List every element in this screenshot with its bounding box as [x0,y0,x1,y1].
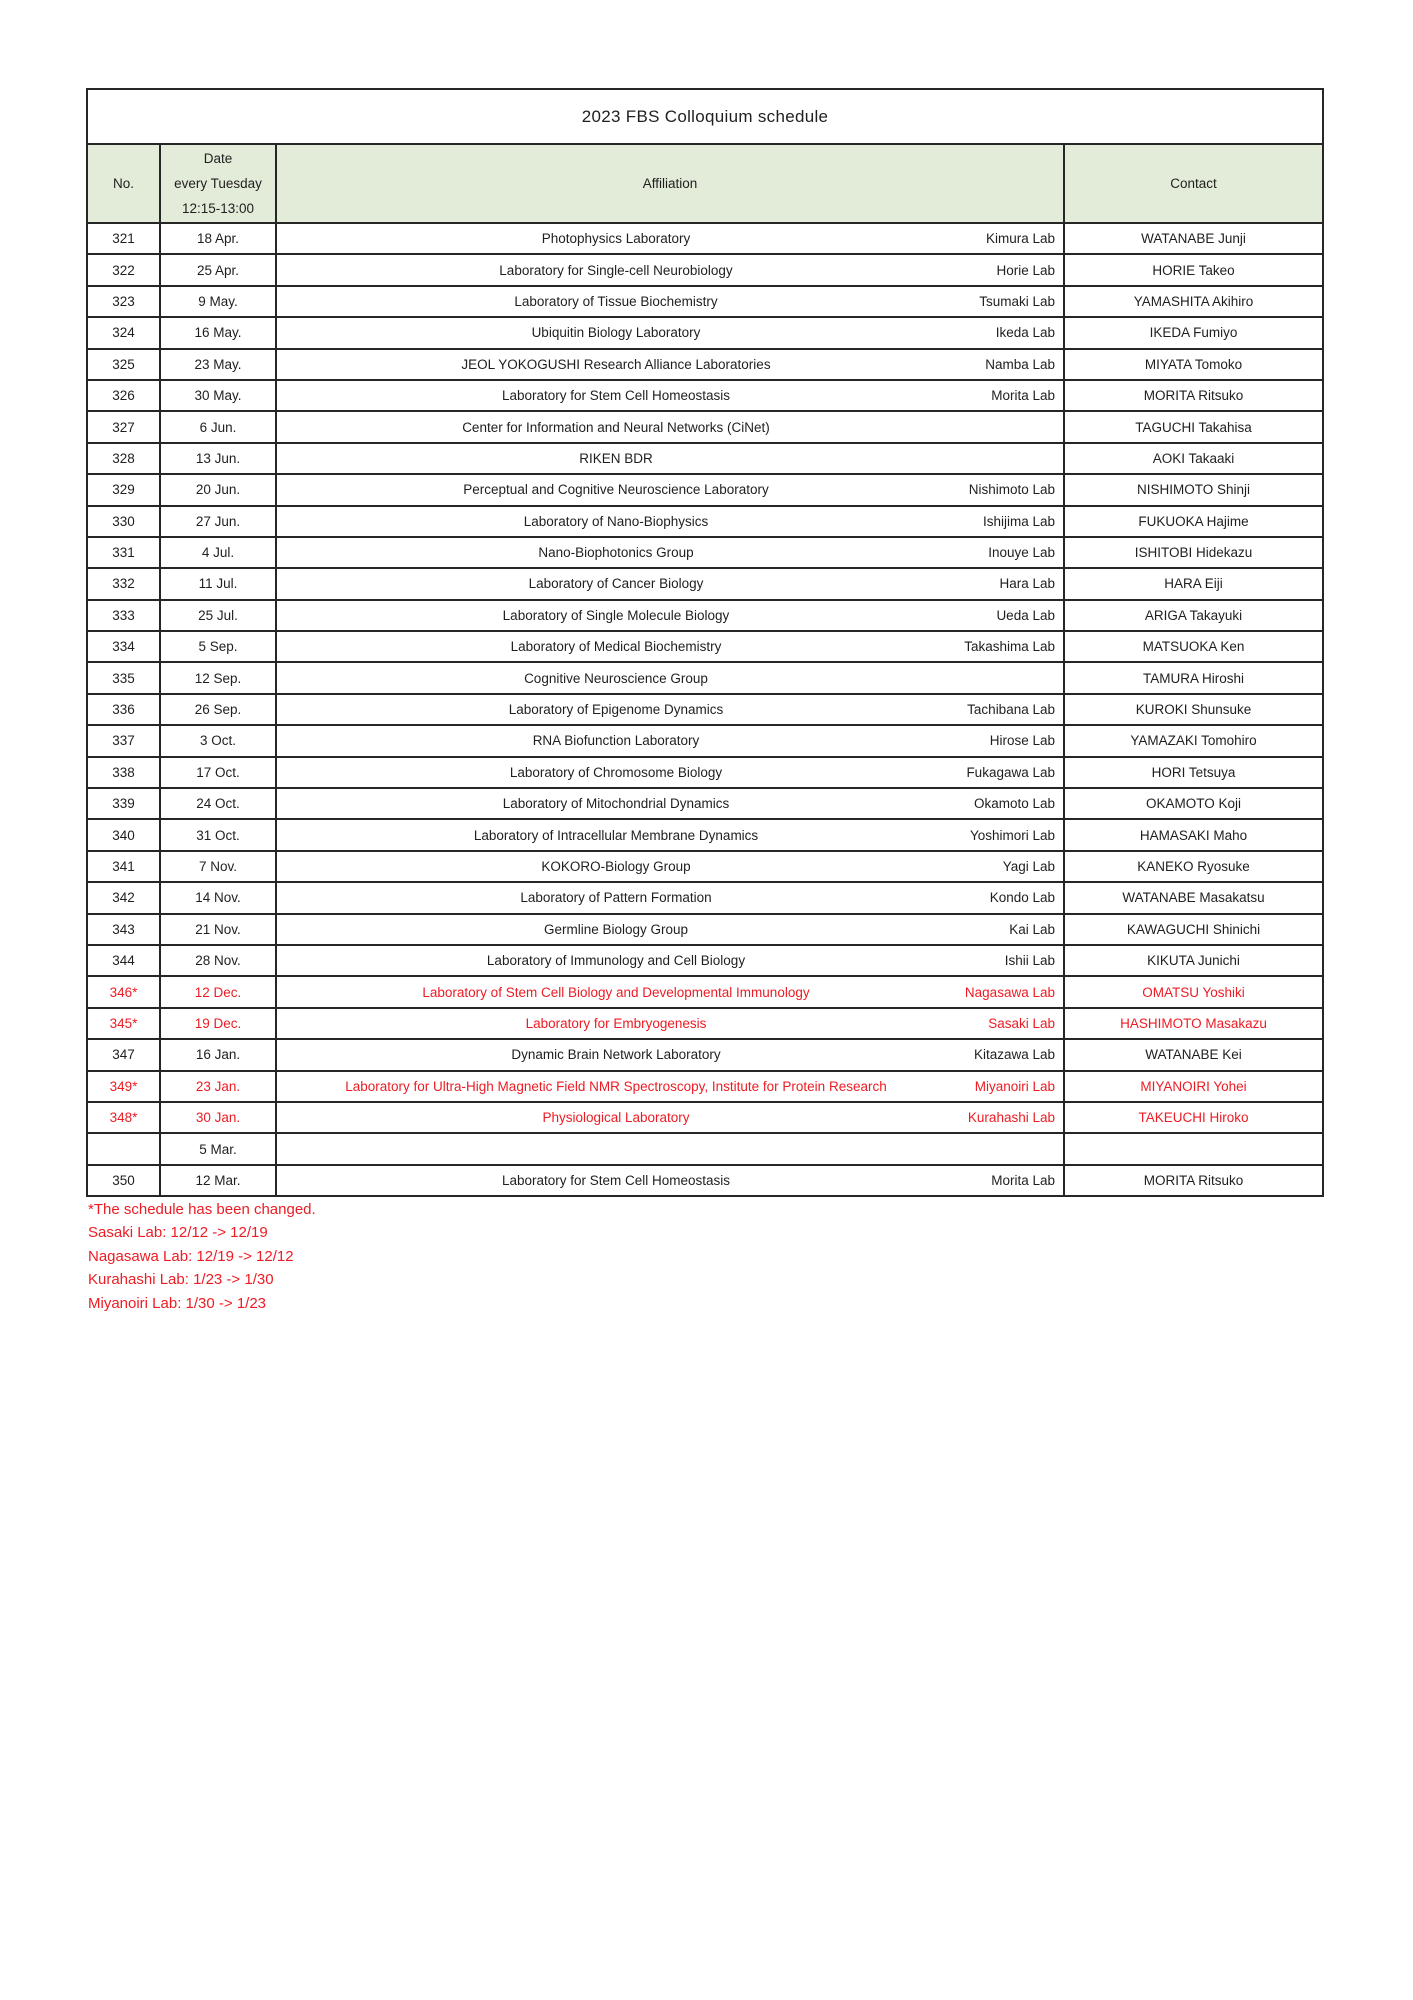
contact-cell: KUROKI Shunsuke [1064,694,1323,725]
footnote-line: *The schedule has been changed. [88,1201,316,1218]
affiliation-name: Laboratory for Single-cell Neurobiology [499,262,733,278]
affiliation-cell [276,537,1064,568]
no-cell: 327 [87,411,160,442]
no-cell [87,1133,160,1164]
affiliation-cell-content [285,828,1055,843]
affiliation-cell-content [285,420,1055,435]
affiliation-cell [276,1008,1064,1039]
lab-name: Ikeda Lab [995,325,1055,341]
no-cell: 336 [87,694,160,725]
table-row [87,286,1323,317]
lab-name: Kimura Lab [985,231,1055,247]
no-cell: 348* [87,1102,160,1133]
table-row [87,1102,1323,1133]
affiliation-name: Ubiquitin Biology Laboratory [531,325,701,341]
affiliation-cell [276,600,1064,631]
no-cell: 321 [87,223,160,254]
table-row [87,1133,1323,1164]
affiliation-name: Photophysics Laboratory [541,231,691,247]
date-cell: 23 Jan. [160,1071,276,1102]
table-row [87,474,1323,505]
no-cell: 324 [87,317,160,348]
contact-cell: IKEDA Fumiyo [1064,317,1323,348]
affiliation-cell-content [285,1173,1055,1188]
date-cell: 25 Jul. [160,600,276,631]
contact-cell: TAGUCHI Takahisa [1064,411,1323,442]
table-row [87,506,1323,537]
affiliation-cell [276,757,1064,788]
affiliation-cell-content [285,1079,1055,1094]
affiliation-cell-content [285,953,1055,968]
table-row [87,254,1323,285]
contact-cell: YAMASHITA Akihiro [1064,286,1323,317]
colloquium-schedule-table [86,88,1324,1197]
no-cell: 335 [87,662,160,693]
lab-name: Kai Lab [1009,921,1055,937]
table-row [87,788,1323,819]
affiliation-cell [276,631,1064,662]
affiliation-cell-content [285,671,1055,686]
affiliation-cell-content [285,1016,1055,1031]
contact-cell: MORITA Ritsuko [1064,1165,1323,1196]
date-cell: 5 Sep. [160,631,276,662]
affiliation-cell [276,1102,1064,1133]
date-cell: 5 Mar. [160,1133,276,1164]
lab-name: Namba Lab [985,356,1055,372]
page-title: 2023 FBS Colloquium schedule [87,89,1323,144]
footnote-line: Sasaki Lab: 12/12 -> 12/19 [88,1224,268,1242]
no-cell: 346* [87,976,160,1007]
table-row [87,757,1323,788]
lab-name: Ueda Lab [996,607,1055,623]
table-row [87,1165,1323,1196]
lab-name: Hirose Lab [989,733,1055,749]
footnote-line: Nagasawa Lab: 12/19 -> 12/12 [88,1247,294,1265]
affiliation-cell [276,1165,1064,1196]
header-row [87,144,1323,223]
affiliation-cell [276,788,1064,819]
affiliation-name: Laboratory for Ultra-High Magnetic Field NMR Spectroscopy, Institute for Protein Research [345,1078,887,1094]
affiliation-cell-content [285,357,1055,372]
contact-cell: MORITA Ritsuko [1064,380,1323,411]
table-row [87,568,1323,599]
affiliation-cell-content [285,263,1055,278]
affiliation-cell-content [285,514,1055,529]
affiliation-cell [276,694,1064,725]
affiliation-cell-content [285,765,1055,780]
date-cell: 14 Nov. [160,882,276,913]
affiliation-cell-content [285,482,1055,497]
col-header-date-line1: Date [203,151,233,166]
affiliation-cell-content [285,231,1055,246]
date-cell: 31 Oct. [160,819,276,850]
no-cell: 349* [87,1071,160,1102]
date-cell: 30 Jan. [160,1102,276,1133]
footnote-line: Miyanoiri Lab: 1/30 -> 1/23 [88,1294,267,1312]
title-row [87,89,1323,144]
date-cell: 7 Nov. [160,851,276,882]
affiliation-cell [276,851,1064,882]
affiliation-cell [276,506,1064,537]
lab-name: Miyanoiri Lab [974,1078,1055,1094]
contact-cell: HARA Eiji [1064,568,1323,599]
affiliation-name: Laboratory of Mitochondrial Dynamics [502,796,730,812]
affiliation-cell [276,380,1064,411]
affiliation-name: Laboratory of Epigenome Dynamics [508,702,724,718]
table-row [87,537,1323,568]
contact-cell: HORI Tetsuya [1064,757,1323,788]
no-cell: 328 [87,443,160,474]
no-cell: 337 [87,725,160,756]
contact-cell: OMATSU Yoshiki [1064,976,1323,1007]
no-cell: 345* [87,1008,160,1039]
date-cell: 21 Nov. [160,914,276,945]
affiliation-cell [276,976,1064,1007]
contact-cell: KIKUTA Junichi [1064,945,1323,976]
affiliation-name: Perceptual and Cognitive Neuroscience Laboratory [463,482,769,498]
affiliation-cell [276,662,1064,693]
date-cell: 11 Jul. [160,568,276,599]
contact-cell: WATANABE Junji [1064,223,1323,254]
affiliation-cell-content [285,922,1055,937]
affiliation-cell-content [285,576,1055,591]
lab-name: Ishii Lab [1004,953,1055,969]
no-cell: 333 [87,600,160,631]
affiliation-name: Laboratory of Medical Biochemistry [510,639,722,655]
affiliation-cell [276,725,1064,756]
affiliation-cell-content [285,388,1055,403]
affiliation-name: KOKORO-Biology Group [541,859,691,874]
table-row [87,380,1323,411]
affiliation-cell [276,1039,1064,1070]
affiliation-cell-content [285,702,1055,717]
affiliation-name: Laboratory of Tissue Biochemistry [514,293,718,309]
no-cell: 322 [87,254,160,285]
lab-name: Ishijima Lab [982,513,1055,529]
date-cell: 23 May. [160,349,276,380]
contact-cell: TAKEUCHI Hiroko [1064,1102,1323,1133]
lab-name: Tsumaki Lab [979,293,1055,309]
table-head [87,89,1323,223]
affiliation-cell [276,254,1064,285]
lab-name: Yagi Lab [1002,859,1055,874]
no-cell: 343 [87,914,160,945]
lab-name: Horie Lab [996,262,1055,278]
date-cell: 28 Nov. [160,945,276,976]
affiliation-cell [276,945,1064,976]
table-row [87,1008,1323,1039]
no-cell: 326 [87,380,160,411]
footnote-line: Kurahashi Lab: 1/23 -> 1/30 [88,1271,274,1289]
affiliation-name: RIKEN BDR [579,450,653,466]
no-cell: 323 [87,286,160,317]
footnotes [88,1198,316,1315]
contact-cell: MATSUOKA Ken [1064,631,1323,662]
lab-name: Kondo Lab [989,890,1055,906]
date-cell: 13 Jun. [160,443,276,474]
no-cell: 341 [87,851,160,882]
table-row [87,819,1323,850]
date-cell: 4 Jul. [160,537,276,568]
contact-cell: WATANABE Kei [1064,1039,1323,1070]
affiliation-cell [276,349,1064,380]
table-row [87,631,1323,662]
contact-cell [1064,1133,1323,1164]
affiliation-cell [276,568,1064,599]
table-row [87,411,1323,442]
contact-cell: OKAMOTO Koji [1064,788,1323,819]
affiliation-name: Physiological Laboratory [542,1110,690,1126]
lab-name: Sasaki Lab [988,1015,1055,1031]
affiliation-cell-content [285,1047,1055,1062]
lab-name: Kitazawa Lab [973,1047,1055,1063]
affiliation-cell-content [285,985,1055,1000]
affiliation-name: RNA Biofunction Laboratory [532,733,700,749]
affiliation-cell [276,223,1064,254]
date-cell: 3 Oct. [160,725,276,756]
contact-cell: ARIGA Takayuki [1064,600,1323,631]
table-row [87,914,1323,945]
lab-name: Kurahashi Lab [967,1110,1055,1126]
affiliation-name: JEOL YOKOGUSHI Research Alliance Laboratories [461,356,771,372]
col-header-contact: Contact [1064,144,1323,223]
affiliation-cell [276,914,1064,945]
col-header-no: No. [87,144,160,223]
affiliation-name: Laboratory of Stem Cell Biology and Developmental Immunology [422,984,810,1000]
date-cell: 17 Oct. [160,757,276,788]
date-cell: 26 Sep. [160,694,276,725]
lab-name: Fukagawa Lab [966,764,1055,780]
date-cell: 25 Apr. [160,254,276,285]
date-cell: 18 Apr. [160,223,276,254]
affiliation-name: Laboratory of Nano-Biophysics [523,513,709,529]
contact-cell: KAWAGUCHI Shinichi [1064,914,1323,945]
contact-cell: KANEKO Ryosuke [1064,851,1323,882]
table-row [87,1039,1323,1070]
affiliation-name: Cognitive Neuroscience Group [524,670,708,686]
date-cell: 6 Jun. [160,411,276,442]
no-cell: 330 [87,506,160,537]
affiliation-cell [276,317,1064,348]
affiliation-cell [276,286,1064,317]
affiliation-name: Dynamic Brain Network Laboratory [511,1047,721,1063]
affiliation-cell-content [285,608,1055,623]
no-cell: 329 [87,474,160,505]
affiliation-name: Laboratory of Cancer Biology [528,576,704,592]
col-header-date-line3: 12:15-13:00 [181,201,255,216]
table-row [87,851,1323,882]
contact-cell: FUKUOKA Hajime [1064,506,1323,537]
lab-name: Takashima Lab [964,639,1055,655]
contact-cell: TAMURA Hiroshi [1064,662,1323,693]
col-header-date-line2: every Tuesday [174,176,262,191]
table-row [87,945,1323,976]
lab-name: Inouye Lab [988,545,1055,561]
contact-cell: MIYATA Tomoko [1064,349,1323,380]
lab-name: Nagasawa Lab [964,984,1055,1000]
table-row [87,662,1323,693]
affiliation-cell-content [285,859,1055,874]
affiliation-cell-content [285,796,1055,811]
no-cell: 347 [87,1039,160,1070]
affiliation-cell-content [285,890,1055,905]
no-cell: 350 [87,1165,160,1196]
affiliation-name: Laboratory of Chromosome Biology [509,764,723,780]
date-cell: 12 Dec. [160,976,276,1007]
table-row [87,1071,1323,1102]
contact-cell: HAMASAKI Maho [1064,819,1323,850]
no-cell: 339 [87,788,160,819]
col-header-date [160,144,276,223]
affiliation-name: Laboratory for Stem Cell Homeostasis [501,1172,731,1188]
affiliation-cell-content [285,639,1055,654]
lab-name: Nishimoto Lab [968,482,1055,498]
date-cell: 20 Jun. [160,474,276,505]
schedule-body [87,223,1323,1196]
affiliation-name: Laboratory of Immunology and Cell Biology [486,953,746,969]
contact-cell: ISHITOBI Hidekazu [1064,537,1323,568]
affiliation-cell [276,474,1064,505]
affiliation-cell [276,1071,1064,1102]
date-cell: 12 Sep. [160,662,276,693]
no-cell: 342 [87,882,160,913]
affiliation-cell-content [285,294,1055,309]
date-cell: 12 Mar. [160,1165,276,1196]
table-row [87,443,1323,474]
no-cell: 340 [87,819,160,850]
no-cell: 331 [87,537,160,568]
affiliation-cell-content [285,325,1055,340]
affiliation-name: Laboratory for Stem Cell Homeostasis [501,388,731,404]
date-cell: 19 Dec. [160,1008,276,1039]
table-row [87,223,1323,254]
contact-cell: MIYANOIRI Yohei [1064,1071,1323,1102]
affiliation-cell [276,1133,1064,1164]
affiliation-name: Laboratory for Embryogenesis [525,1015,707,1031]
affiliation-name: Germline Biology Group [543,921,689,937]
contact-cell: HASHIMOTO Masakazu [1064,1008,1323,1039]
affiliation-cell [276,443,1064,474]
affiliation-name: Laboratory of Intracellular Membrane Dynamics [473,827,759,843]
affiliation-name: Laboratory of Single Molecule Biology [502,607,730,623]
affiliation-cell-content [285,733,1055,748]
contact-cell: NISHIMOTO Shinji [1064,474,1323,505]
contact-cell: WATANABE Masakatsu [1064,882,1323,913]
affiliation-cell [276,411,1064,442]
col-header-affiliation: Affiliation [276,144,1064,223]
no-cell: 338 [87,757,160,788]
affiliation-cell-content [285,1110,1055,1125]
date-cell: 27 Jun. [160,506,276,537]
contact-cell: YAMAZAKI Tomohiro [1064,725,1323,756]
table-row [87,882,1323,913]
affiliation-cell [276,882,1064,913]
date-cell: 9 May. [160,286,276,317]
date-cell: 24 Oct. [160,788,276,819]
contact-cell: HORIE Takeo [1064,254,1323,285]
lab-name: Hara Lab [999,576,1055,592]
lab-name: Morita Lab [991,1172,1055,1188]
table-row [87,694,1323,725]
contact-cell: AOKI Takaaki [1064,443,1323,474]
no-cell: 334 [87,631,160,662]
no-cell: 325 [87,349,160,380]
no-cell: 332 [87,568,160,599]
affiliation-cell [276,819,1064,850]
table-row [87,976,1323,1007]
lab-name: Morita Lab [991,388,1055,404]
affiliation-cell-content [285,545,1055,560]
affiliation-cell-content [285,451,1055,466]
affiliation-name: Laboratory of Pattern Formation [520,890,712,906]
date-cell: 16 May. [160,317,276,348]
lab-name: Yoshimori Lab [969,827,1055,843]
lab-name: Okamoto Lab [973,796,1055,812]
affiliation-name: Nano-Biophotonics Group [538,545,694,561]
affiliation-name: Center for Information and Neural Networks (CiNet) [462,419,770,435]
table-row [87,725,1323,756]
date-cell: 30 May. [160,380,276,411]
table-row [87,600,1323,631]
table-row [87,349,1323,380]
table-row [87,317,1323,348]
date-cell: 16 Jan. [160,1039,276,1070]
lab-name: Tachibana Lab [967,702,1055,718]
no-cell: 344 [87,945,160,976]
